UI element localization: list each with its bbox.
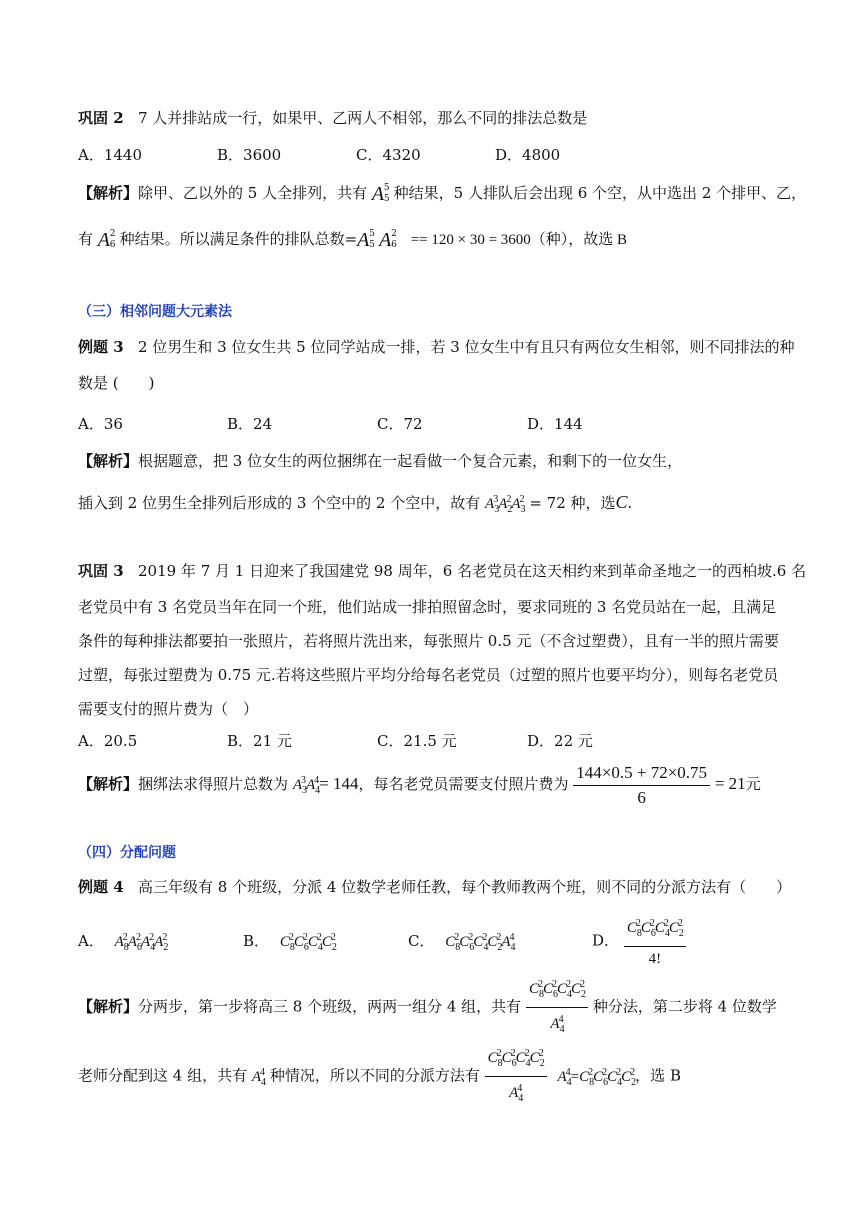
- g2-solution-line1: [78, 183, 806, 205]
- g2-sol-text: 种结果，5 人排队后会出现 6 个空，从中选出 2 个排甲、乙，: [393, 184, 807, 202]
- e3-sol-answer: C: [615, 492, 628, 512]
- e3-solution-line2: [78, 490, 632, 520]
- g3-label: 巩固 3: [78, 562, 124, 580]
- math-a55: A 5 5: [371, 182, 390, 205]
- e4-sol-text: 种分法，第二步将 4 位数学: [592, 997, 777, 1016]
- g3-sol-text: 捆绑法求得照片总数为: [138, 775, 289, 793]
- e4-question-line: [78, 877, 791, 897]
- fraction-denominator: 6: [637, 787, 646, 807]
- math-a33a44: $A_3^3A_4^4$: [292, 775, 321, 796]
- g2-solution-line2: [78, 229, 627, 251]
- option-letter: D．: [592, 931, 620, 950]
- g3-sol-result: = 21: [714, 774, 746, 793]
- g3-solution-line: [78, 755, 761, 807]
- fraction-numerator: 144×0.5 + 72×0.75: [573, 763, 710, 786]
- e3-question-line2: 数是 ( ): [78, 374, 155, 392]
- math-a33a22a32: $A_3^3A_2^2A_3^2$: [485, 494, 526, 515]
- e4-solution-label: 【解析】: [78, 997, 139, 1016]
- e4-sol-text: ，选 B: [635, 1066, 681, 1085]
- math-a62: A 2 6: [97, 228, 116, 251]
- g3-sol-total: = 144: [319, 774, 359, 793]
- g3-option-b: B．21 元: [227, 732, 292, 750]
- e3-question-line1: [78, 337, 795, 357]
- g3-sol-text: ，每名老党员需要支付照片费为: [358, 775, 569, 793]
- option-letter: B．: [243, 932, 270, 950]
- e4-question: 高三年级有 8 个班级，分派 4 位数学老师任教，每个教师教两个班，则不同的分派方法有（ ）: [137, 878, 792, 896]
- e3-label: 例题 3: [78, 338, 124, 356]
- g3-fraction: [573, 763, 710, 808]
- g3-solution-label: 【解析】: [78, 775, 139, 793]
- g2-label: 巩固 2: [78, 109, 124, 127]
- fraction-denominator: 4!: [648, 951, 662, 967]
- g2-option-c: C．4320: [356, 146, 421, 164]
- e4-solution-line1: 【解析】分两步，第一步将高三 8 个班级，两两一组分 4 组，共有 $\frac{C_8^2C_6^2C_4^2C_2^2}{A_4^4}$ 种分法，第二步将 4 位数学: [78, 975, 777, 1031]
- g2-option-b: B．3600: [217, 146, 282, 164]
- g2-sol-text: 除甲、乙以外的 5 人全排列，共有: [138, 184, 368, 202]
- e3-option-b: B．24: [227, 415, 273, 433]
- e3-solution-label: 【解析】: [78, 452, 139, 470]
- g3-sol-unit: 元: [745, 775, 761, 793]
- g2-question-line: [78, 108, 587, 128]
- g2-solution-label: 【解析】: [78, 184, 139, 202]
- e3-option-a: A．36: [78, 415, 123, 433]
- section-3-title: （三）相邻问题大元素法: [78, 304, 232, 320]
- g3-line2: 老党员中有 3 名党员当年在同一个班，他们站成一排拍照留念时，要求同班的 3 名党员站在一起，且满足: [78, 598, 777, 616]
- e4-option-b: B． $C_8^2C_6^2C_4^2C_2^2$: [243, 932, 337, 953]
- g3-option-c: C．21.5 元: [377, 732, 457, 750]
- e4-sol-text: 种情况，所以不同的分派方法有: [269, 1066, 480, 1085]
- e4-option-c: C． $C_8^2C_6^2C_4^2C_2^2A_4^4$: [408, 932, 516, 953]
- g2-option-a: A．1440: [78, 146, 143, 164]
- g2-question: 7 人并排站成一行，如果甲、乙两人不相邻，那么不同的排法总数是: [137, 109, 588, 127]
- g2-sol-result: == 120 × 30 = 3600（种），故选 B: [410, 232, 628, 248]
- e3-sol-text: .: [627, 494, 633, 512]
- e3-option-c: C．72: [377, 415, 423, 433]
- option-letter: A．: [78, 932, 104, 950]
- g2-sol-text: 有: [78, 230, 94, 248]
- e3-sol-text: 插入到 2 位男生全排列后形成的 3 个空中的 2 个空中，故有: [78, 494, 481, 512]
- e3-sol-text: 根据题意，把 3 位女生的两位捆绑在一起看做一个复合元素，和剩下的一位女生，: [138, 452, 683, 470]
- g3-text: 2019 年 7 月 1 日迎来了我国建党 98 周年，6 名老党员在这天相约来到革命圣地之一的西柏坡.6 名: [137, 562, 807, 580]
- g3-option-d: D．22 元: [527, 732, 593, 750]
- e4-option-a: A． $A_8^2A_6^2A_4^2A_2^2$: [78, 932, 169, 953]
- e4-sol-text: 老师分配到这 4 组，共有: [78, 1066, 248, 1085]
- g2-sol-text: 种结果。所以满足条件的排队总数=: [119, 230, 358, 248]
- g3-option-a: A．20.5: [78, 732, 138, 750]
- e3-option-d: D．144: [527, 415, 583, 433]
- e3-question: 2 位男生和 3 位女生共 5 位同学站成一排，若 3 位女生中有且只有两位女生相邻，则不同排法的种: [137, 338, 795, 356]
- option-letter: C．: [408, 932, 435, 950]
- g2-option-d: D．4800: [495, 146, 561, 164]
- e3-sol-text: = 72 种，选: [529, 494, 616, 512]
- e4-label: 例题 4: [78, 878, 124, 896]
- g3-line5: 需要支付的照片费为（ ）: [78, 700, 259, 718]
- section-4-title: （四）分配问题: [78, 845, 176, 861]
- e4-option-d: D． $\frac{C_8^2C_6^2C_4^2C_2^2}{4!}$: [592, 914, 686, 969]
- g3-line4: 过塑，每张过塑费为 0.75 元.若将这些照片平均分给每名老党员（过塑的照片也要平均分），则每名老党员: [78, 666, 779, 684]
- math-a55a62: A 5 5 A 2 6: [357, 228, 397, 251]
- g3-line3: 条件的每种排法都要拍一张照片，若将照片洗出来，每张照片 0.5 元（不含过塑费），且有一半的照片需要: [78, 632, 779, 650]
- e4-sol-text: 分两步，第一步将高三 8 个班级，两两一组分 4 组，共有: [138, 997, 522, 1016]
- e3-solution-line1: [78, 451, 682, 471]
- g3-line1: [78, 561, 806, 581]
- e4-solution-line2: 老师分配到这 4 组，共有 $A_4^4$ 种情况，所以不同的分派方法有 $\frac{C_8^2C_6^2C_4^2C_2^2}{A_4^4}$ $A_4^4=C_8^2C_6^2C_4^2C_2^2$，选 B: [78, 1044, 681, 1100]
